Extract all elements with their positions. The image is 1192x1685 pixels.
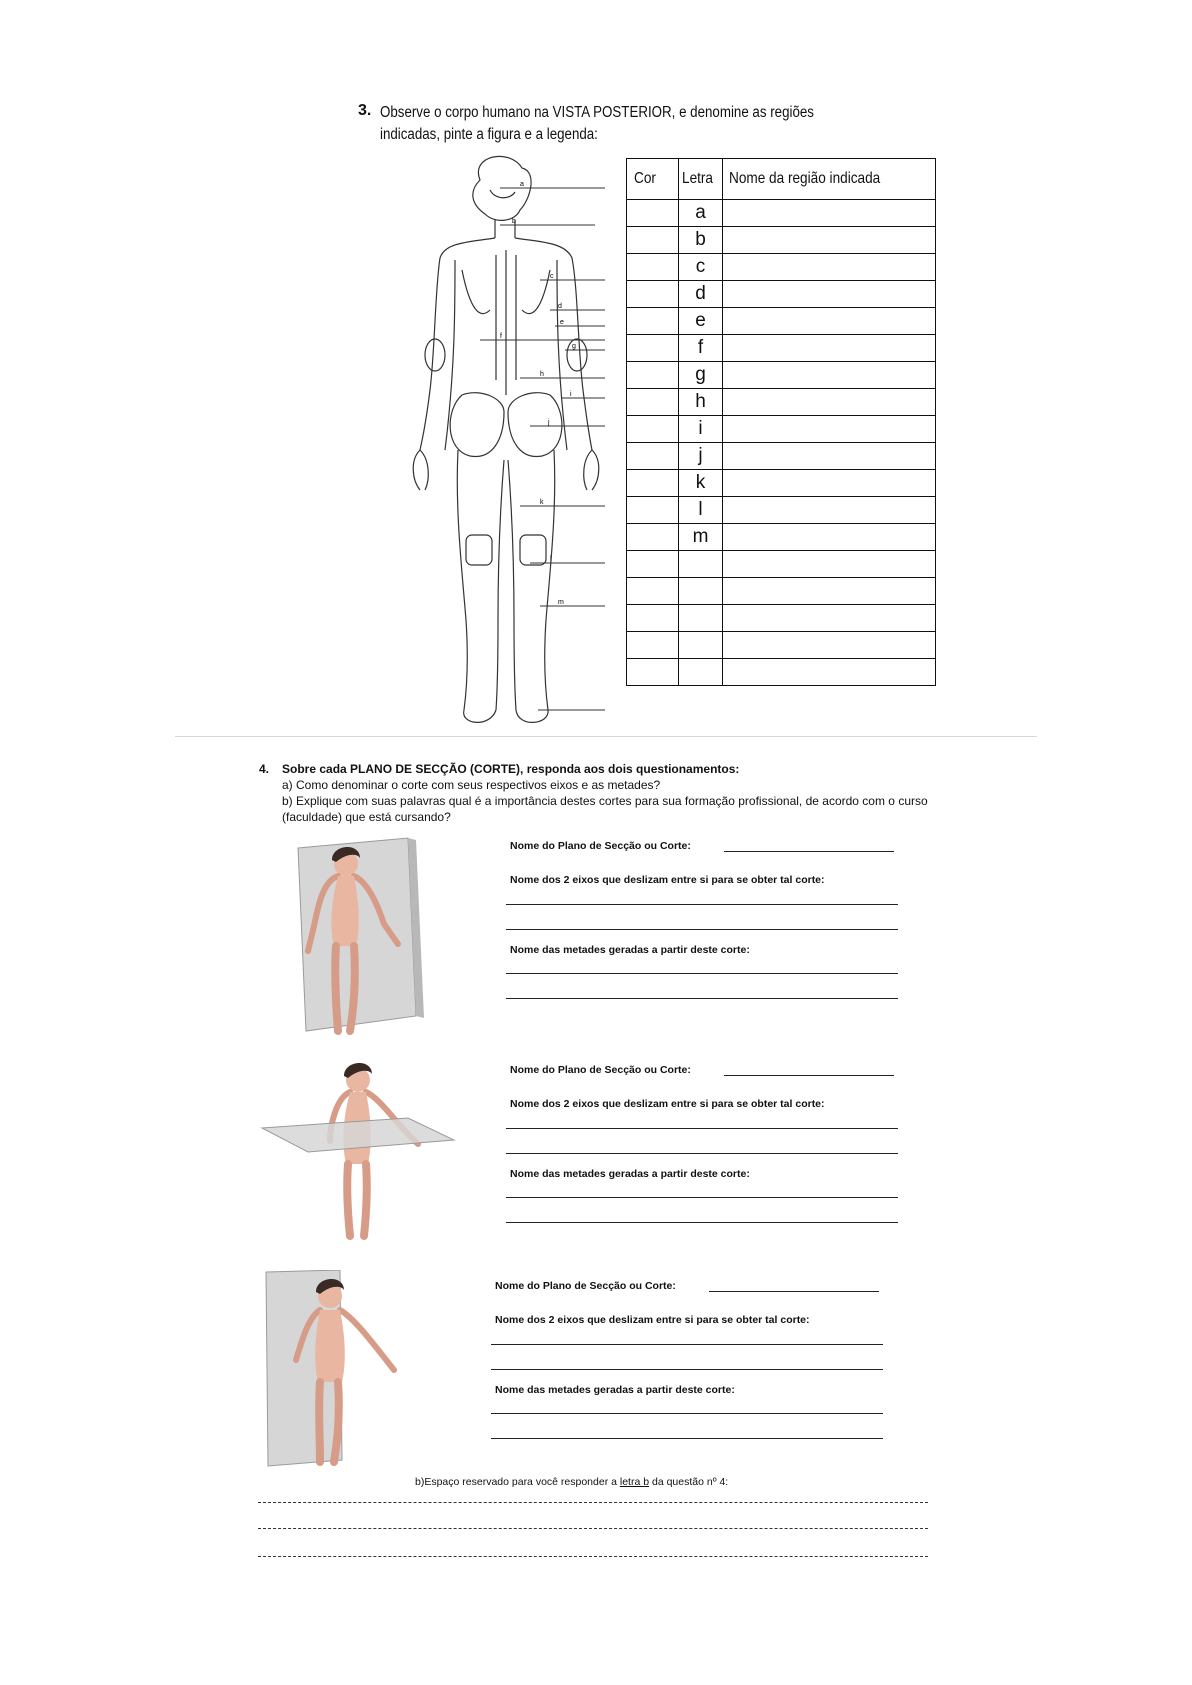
letter-cell: c (679, 254, 723, 281)
table-row (627, 524, 936, 551)
plane-name-label: Nome do Plano de Secção ou Corte: (510, 840, 691, 852)
question-4-item-b: b) Explique com suas palavras qual é a importância destes cortes para sua formação profissional, de acordo com o curso (faculdade) que está cursando? (282, 794, 928, 824)
figure-label-k: k (540, 499, 544, 506)
letter-cell: i (679, 416, 723, 443)
table-row (627, 659, 936, 686)
reserved-prefix: b)Espaço reservado para você responder a (415, 1476, 620, 1488)
table-row (627, 281, 936, 308)
region-name-cell[interactable] (723, 335, 936, 362)
region-name-cell[interactable] (723, 632, 936, 659)
table-row (627, 308, 936, 335)
question-4-title: Sobre cada PLANO DE SECÇÃO (CORTE), responda aos dois questionamentos: (282, 762, 740, 776)
axes-answer-line-2[interactable] (506, 1153, 898, 1154)
letter-cell (679, 578, 723, 605)
halves-label: Nome das metades geradas a partir deste corte: (510, 944, 750, 956)
region-name-cell[interactable] (723, 659, 936, 686)
table-row (627, 551, 936, 578)
halves-answer-line-2[interactable] (506, 1222, 898, 1223)
figure-label-a: a (520, 181, 524, 188)
figure-label-i: i (570, 391, 572, 398)
question-4-item-a: a) Como denominar o corte com seus respectivos eixos e as metades? (282, 778, 661, 792)
color-cell[interactable] (627, 443, 679, 470)
region-name-cell[interactable] (723, 362, 936, 389)
figure-label-f: f (500, 333, 502, 340)
table-row (627, 227, 936, 254)
table-row (627, 605, 936, 632)
letter-cell: j (679, 443, 723, 470)
figure-label-j: j (548, 419, 550, 426)
region-name-cell[interactable] (723, 497, 936, 524)
color-cell[interactable] (627, 578, 679, 605)
region-name-cell[interactable] (723, 308, 936, 335)
reserved-space-label (415, 1476, 728, 1488)
halves-label: Nome das metades geradas a partir deste corte: (510, 1168, 750, 1180)
halves-label: Nome das metades geradas a partir deste corte: (495, 1384, 735, 1396)
color-cell[interactable] (627, 254, 679, 281)
answer-block-2 (510, 1064, 910, 1234)
color-cell[interactable] (627, 227, 679, 254)
answer-line-2[interactable] (258, 1528, 928, 1529)
color-cell[interactable] (627, 335, 679, 362)
letter-cell (679, 632, 723, 659)
halves-answer-line-2[interactable] (506, 998, 898, 999)
figure-label-h: h (540, 371, 544, 378)
table-row (627, 200, 936, 227)
table-header-row (627, 159, 936, 200)
region-name-cell[interactable] (723, 200, 936, 227)
answer-block-3 (495, 1280, 895, 1450)
axes-label: Nome dos 2 eixos que deslizam entre si para se obter tal corte: (510, 1098, 825, 1110)
color-cell[interactable] (627, 524, 679, 551)
frontal-plane-figure (262, 1270, 422, 1470)
question-4-number: 4. (259, 762, 270, 776)
axes-label: Nome dos 2 eixos que deslizam entre si para se obter tal corte: (495, 1314, 810, 1326)
table-row (627, 389, 936, 416)
color-cell[interactable] (627, 497, 679, 524)
letter-cell: d (679, 281, 723, 308)
axes-answer-line-2[interactable] (491, 1369, 883, 1370)
color-cell[interactable] (627, 470, 679, 497)
plane-name-label: Nome do Plano de Secção ou Corte: (510, 1064, 691, 1076)
letter-cell (679, 659, 723, 686)
region-name-cell[interactable] (723, 227, 936, 254)
letter-cell: e (679, 308, 723, 335)
region-name-cell[interactable] (723, 443, 936, 470)
figure-label-d: d (558, 303, 562, 310)
region-name-cell[interactable] (723, 524, 936, 551)
color-cell[interactable] (627, 200, 679, 227)
color-cell[interactable] (627, 659, 679, 686)
plane-name-field[interactable] (724, 1075, 894, 1076)
halves-answer-line-2[interactable] (491, 1438, 883, 1439)
halves-answer-line-1[interactable] (491, 1413, 883, 1414)
letter-cell: a (679, 200, 723, 227)
axes-answer-line-1[interactable] (506, 904, 898, 905)
table-row (627, 335, 936, 362)
figure-label-c: c (550, 273, 554, 280)
letter-cell: g (679, 362, 723, 389)
answer-line-1[interactable] (258, 1502, 928, 1503)
halves-answer-line-1[interactable] (506, 973, 898, 974)
color-cell[interactable] (627, 632, 679, 659)
table-row (627, 578, 936, 605)
answer-block-1 (510, 840, 910, 1010)
question-3-number: 3. (358, 102, 372, 119)
letter-cell: b (679, 227, 723, 254)
plane-name-field[interactable] (724, 851, 894, 852)
color-cell[interactable] (627, 308, 679, 335)
region-name-cell[interactable] (723, 389, 936, 416)
figure-label-e: e (560, 319, 564, 326)
table-row (627, 497, 936, 524)
header-letra: Letra (679, 159, 723, 200)
color-cell[interactable] (627, 362, 679, 389)
color-cell[interactable] (627, 416, 679, 443)
plane-name-field[interactable] (709, 1291, 879, 1292)
question-4 (259, 761, 942, 825)
reserved-link-letra-b: letra b (619, 1476, 650, 1488)
figure-label-b: b (512, 218, 516, 225)
table-row (627, 443, 936, 470)
color-cell[interactable] (627, 389, 679, 416)
letter-cell (679, 551, 723, 578)
table-row (627, 362, 936, 389)
letter-cell: h (679, 389, 723, 416)
axes-answer-line-1[interactable] (491, 1344, 883, 1345)
region-name-cell[interactable] (723, 578, 936, 605)
color-cell[interactable] (627, 605, 679, 632)
axes-answer-line-2[interactable] (506, 929, 898, 930)
letter-cell: k (679, 470, 723, 497)
table-row (627, 416, 936, 443)
axes-label: Nome dos 2 eixos que deslizam entre si para se obter tal corte: (510, 874, 825, 886)
letter-cell: f (679, 335, 723, 362)
region-name-cell[interactable] (723, 254, 936, 281)
reserved-suffix: da questão nº 4: (649, 1476, 729, 1488)
header-cor: Cor (627, 159, 679, 200)
transverse-plane-figure (258, 1056, 458, 1241)
sagittal-plane-figure (288, 836, 428, 1041)
region-name-cell[interactable] (723, 281, 936, 308)
color-cell[interactable] (627, 551, 679, 578)
answer-line-3[interactable] (258, 1556, 928, 1557)
region-name-cell[interactable] (723, 470, 936, 497)
table-row (627, 632, 936, 659)
table-row (627, 470, 936, 497)
letter-cell: m (679, 524, 723, 551)
figure-label-g: g (572, 343, 576, 350)
figure-label-l: l (550, 556, 552, 563)
region-name-cell[interactable] (723, 551, 936, 578)
halves-answer-line-1[interactable] (506, 1197, 898, 1198)
letter-cell: l (679, 497, 723, 524)
header-nome: Nome da região indicada (723, 159, 936, 200)
regions-legend-table (626, 158, 936, 686)
figure-label-m: m (558, 599, 564, 606)
region-name-cell[interactable] (723, 416, 936, 443)
letter-cell (679, 605, 723, 632)
section-divider (175, 736, 1037, 737)
question-3-text: Observe o corpo humano na VISTA POSTERIOR, e denomine as regiões indicadas, pinte a figura e a legenda: (380, 104, 814, 143)
region-name-cell[interactable] (723, 605, 936, 632)
plane-name-label: Nome do Plano de Secção ou Corte: (495, 1280, 676, 1292)
color-cell[interactable] (627, 281, 679, 308)
axes-answer-line-1[interactable] (506, 1128, 898, 1129)
posterior-body-figure (400, 150, 615, 730)
table-row (627, 254, 936, 281)
